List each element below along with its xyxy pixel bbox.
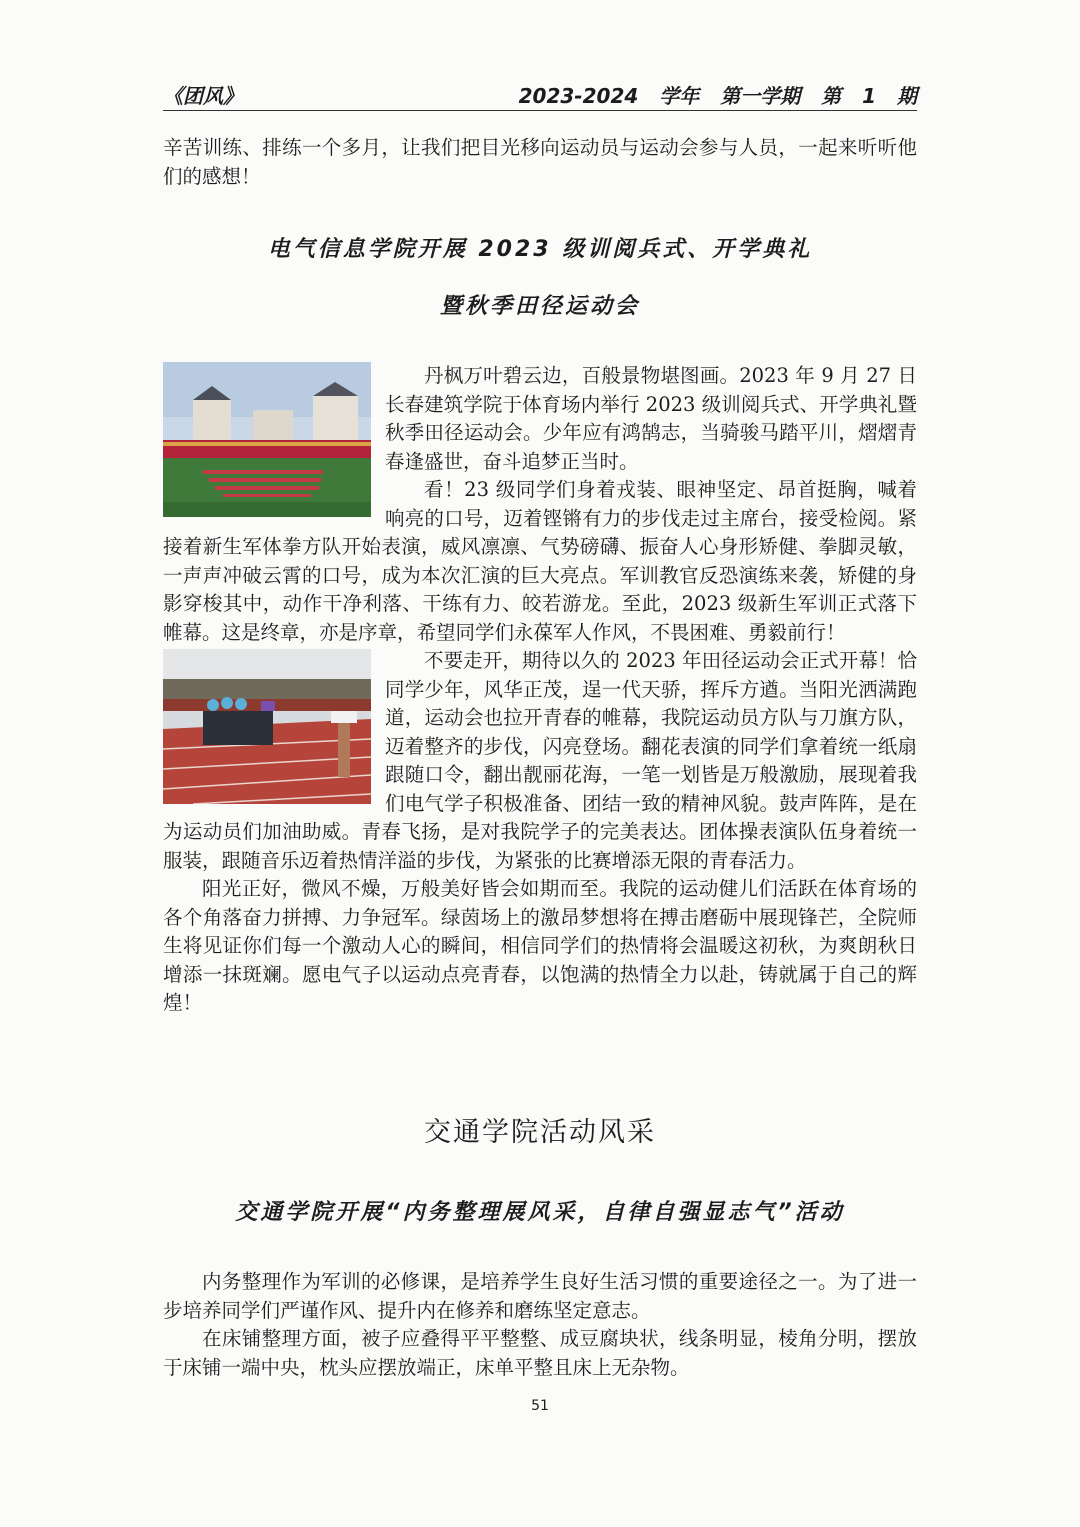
- article-title-line2: 暨秋季田径运动会: [439, 294, 640, 319]
- section-heading: 交通学院活动风采: [424, 1117, 656, 1148]
- publication-name: 《团风》: [163, 84, 243, 108]
- article1-paragraph-3: 不要走开，期待以久的 2023 年田径运动会正式开幕！恰同学少年，风华正茂，逞一代天骄，挥斥方遒。当阳光洒满跑道，运动会也拉开青春的帷幕，我院运动员方队与刀旗方队，迈着整齐的步伐，闪亮登场。翻花表演的同学们拿着统一纸扇跟随口令，翻出靓丽花海，一笔一划皆是万般激励，展现着我们电气学子积极准备、团结一致的精神风貌。鼓声阵阵，是在为运动员们加油助威。青春飞扬，是对我院学子的完美表达。团体操表演队伍身着统一服装，跟随音乐迈着热情洋溢的步伐，为紧张的比赛增添无限的青春活力。: [163, 649, 917, 872]
- track-march-photo: [163, 649, 371, 804]
- article1-paragraph-4: 阳光正好，微风不燥，万般美好皆会如期而至。我院的运动健儿们活跃在体育场的各个角落奋力拼搏、力争冠军。绿茵场上的激昂梦想将在搏击磨砺中展现锋芒，全院师生将见证你们每一个激动人心的瞬间，相信同学们的热情将会温暖这初秋，为爽朗秋日增添一抹斑斓。愿电气子以运动点亮青春，以饱满的热情全力以赴，铸就属于自己的辉煌！: [163, 877, 917, 1014]
- section2-paragraph-2: 在床铺整理方面，被子应叠得平平整整、成豆腐块状，线条明显，棱角分明，摆放于床铺一端中央，枕头应摆放端正，床单平整且床上无杂物。: [163, 1327, 917, 1379]
- intro-paragraph: 辛苦训练、排练一个多月，让我们把目光移向运动员与运动会参与人员，一起来听听他们的感想！: [163, 136, 917, 188]
- page-header: [163, 76, 917, 111]
- issue-info: 2023-2024 学年 第一学期 第 1 期: [518, 84, 917, 108]
- page-number: 51: [531, 1398, 549, 1414]
- section2-article-title: 交通学院开展“内务整理展风采，自律自强显志气”活动: [235, 1200, 845, 1225]
- article1-body: [163, 362, 917, 1018]
- article-title-line1: 电气信息学院开展 2023 级训阅兵式、开学典礼: [267, 237, 813, 262]
- parade-photo: [163, 362, 371, 517]
- article1-paragraph-1: 丹枫万叶碧云边，百般景物堪图画。2023 年 9 月 27 日长春建筑学院于体育场内举行 2023 级训阅兵式、开学典礼暨秋季田径运动会。少年应有鸿鹄志，当骑骏马踏平川，熠熠青春逢盛世，奋斗追梦正当时。: [385, 364, 917, 473]
- section2-paragraph-1: 内务整理作为军训的必修课，是培养学生良好生活习惯的重要途径之一。为了进一步培养同学们严谨作风、提升内在修养和磨练坚定意志。: [163, 1270, 917, 1322]
- article1-paragraph-2: 看！23 级同学们身着戎装、眼神坚定、昂首挺胸，喊着响亮的口号，迈着铿锵有力的步伐走过主席台，接受检阅。紧接着新生军体拳方队开始表演，威风凛凛、气势磅礴、振奋人心身形矫健、拳脚灵敏，一声声冲破云霄的口号，成为本次汇演的巨大亮点。军训教官反恐演练来袭，矫健的身影穿梭其中，动作干净利落、干练有力、皎若游龙。至此，2023 级新生军训正式落下帷幕。这是终章，亦是序章，希望同学们永葆军人作风，不畏困难、勇毅前行！: [163, 478, 917, 644]
